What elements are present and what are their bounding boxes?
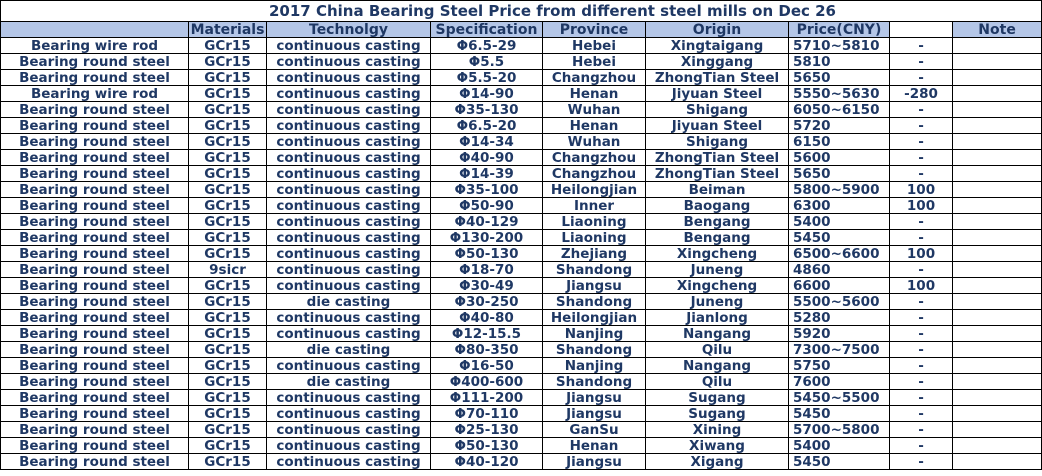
cell-change[interactable]: -	[890, 310, 953, 326]
cell-product[interactable]: Bearing round steel	[1, 102, 189, 118]
cell-note[interactable]	[953, 230, 1042, 246]
cell-note[interactable]	[953, 422, 1042, 438]
cell-product[interactable]: Bearing round steel	[1, 310, 189, 326]
cell-province[interactable]: Shandong	[543, 374, 646, 390]
cell-technology[interactable]: die casting	[267, 294, 431, 310]
cell-origin[interactable]: Jianlong	[646, 310, 789, 326]
cell-origin[interactable]: Nangang	[646, 326, 789, 342]
cell-origin[interactable]: Xingcheng	[646, 278, 789, 294]
table-row	[1, 454, 1042, 470]
cell-note[interactable]	[953, 310, 1042, 326]
cell-change[interactable]: 100	[890, 278, 953, 294]
cell-technology[interactable]: continuous casting	[267, 246, 431, 262]
cell-price[interactable]: 5810	[789, 54, 890, 70]
cell-material[interactable]: GCr15	[189, 38, 267, 54]
cell-note[interactable]	[953, 406, 1042, 422]
cell-origin[interactable]: Sugang	[646, 406, 789, 422]
cell-province[interactable]: Wuhan	[543, 134, 646, 150]
cell-material[interactable]: GCr15	[189, 214, 267, 230]
cell-province[interactable]: Changzhou	[543, 70, 646, 86]
cell-product[interactable]: Bearing round steel	[1, 390, 189, 406]
cell-technology[interactable]: continuous casting	[267, 86, 431, 102]
cell-product[interactable]: Bearing round steel	[1, 374, 189, 390]
cell-material[interactable]: GCr15	[189, 422, 267, 438]
cell-product[interactable]: Bearing round steel	[1, 166, 189, 182]
table-row	[1, 102, 1042, 118]
cell-price[interactable]: 5710~5810	[789, 38, 890, 54]
cell-change[interactable]: -	[890, 342, 953, 358]
cell-note[interactable]	[953, 150, 1042, 166]
cell-origin[interactable]: ZhongTian Steel	[646, 166, 789, 182]
cell-origin[interactable]: Shigang	[646, 134, 789, 150]
table-row	[1, 390, 1042, 406]
header-change[interactable]	[890, 22, 953, 38]
cell-material[interactable]: GCr15	[189, 342, 267, 358]
table-row	[1, 54, 1042, 70]
cell-province[interactable]: Hebei	[543, 54, 646, 70]
header-province[interactable]: Province	[543, 22, 646, 38]
cell-province[interactable]: GanSu	[543, 422, 646, 438]
cell-material[interactable]: GCr15	[189, 134, 267, 150]
cell-material[interactable]: GCr15	[189, 70, 267, 86]
cell-price[interactable]: 5280	[789, 310, 890, 326]
cell-specification[interactable]: Φ6.5-20	[431, 118, 543, 134]
cell-province[interactable]: Wuhan	[543, 102, 646, 118]
cell-province[interactable]: Shandong	[543, 262, 646, 278]
table-body	[1, 1, 1042, 470]
cell-change[interactable]: -	[890, 390, 953, 406]
cell-price[interactable]: 5450	[789, 230, 890, 246]
cell-change[interactable]: -	[890, 422, 953, 438]
cell-note[interactable]	[953, 438, 1042, 454]
cell-price[interactable]: 5400	[789, 438, 890, 454]
cell-price[interactable]: 6500~6600	[789, 246, 890, 262]
header-materials[interactable]: Materials	[189, 22, 267, 38]
cell-origin[interactable]: Xigang	[646, 454, 789, 470]
cell-specification[interactable]: Φ130-200	[431, 230, 543, 246]
cell-product[interactable]: Bearing round steel	[1, 150, 189, 166]
cell-origin[interactable]: Xiwang	[646, 438, 789, 454]
cell-product[interactable]: Bearing round steel	[1, 438, 189, 454]
cell-technology[interactable]: continuous casting	[267, 454, 431, 470]
cell-specification[interactable]: Φ30-250	[431, 294, 543, 310]
cell-technology[interactable]: continuous casting	[267, 182, 431, 198]
cell-origin[interactable]: Nangang	[646, 358, 789, 374]
cell-province[interactable]: Liaoning	[543, 214, 646, 230]
cell-price[interactable]: 5800~5900	[789, 182, 890, 198]
cell-product[interactable]: Bearing round steel	[1, 262, 189, 278]
cell-price[interactable]: 5500~5600	[789, 294, 890, 310]
cell-note[interactable]	[953, 374, 1042, 390]
cell-note[interactable]	[953, 166, 1042, 182]
cell-price[interactable]: 5450	[789, 454, 890, 470]
cell-price[interactable]: 4860	[789, 262, 890, 278]
table-row	[1, 374, 1042, 390]
table-row	[1, 342, 1042, 358]
cell-material[interactable]: GCr15	[189, 310, 267, 326]
cell-origin[interactable]: Bengang	[646, 230, 789, 246]
cell-technology[interactable]: continuous casting	[267, 438, 431, 454]
cell-specification[interactable]: Φ14-90	[431, 86, 543, 102]
cell-technology[interactable]: continuous casting	[267, 54, 431, 70]
header-origin[interactable]: Origin	[646, 22, 789, 38]
table-row	[1, 86, 1042, 102]
header-note[interactable]: Note	[953, 22, 1042, 38]
cell-technology[interactable]: continuous casting	[267, 198, 431, 214]
cell-specification[interactable]: Φ400-600	[431, 374, 543, 390]
cell-province[interactable]: Changzhou	[543, 166, 646, 182]
cell-province[interactable]: Liaoning	[543, 230, 646, 246]
cell-province[interactable]: Hebei	[543, 38, 646, 54]
cell-price[interactable]: 5650	[789, 70, 890, 86]
cell-product[interactable]: Bearing round steel	[1, 358, 189, 374]
cell-province[interactable]: Henan	[543, 86, 646, 102]
cell-material[interactable]: GCr15	[189, 230, 267, 246]
cell-product[interactable]: Bearing round steel	[1, 406, 189, 422]
cell-specification[interactable]: Φ12-15.5	[431, 326, 543, 342]
cell-origin[interactable]: Shigang	[646, 102, 789, 118]
cell-change[interactable]: -	[890, 214, 953, 230]
cell-technology[interactable]: continuous casting	[267, 262, 431, 278]
cell-technology[interactable]: continuous casting	[267, 278, 431, 294]
table-title[interactable]: 2017 China Bearing Steel Price from different steel mills on Dec 26	[1, 1, 1042, 22]
cell-change[interactable]: -	[890, 150, 953, 166]
cell-note[interactable]	[953, 294, 1042, 310]
cell-origin[interactable]: Bengang	[646, 214, 789, 230]
cell-note[interactable]	[953, 278, 1042, 294]
cell-province[interactable]: Henan	[543, 118, 646, 134]
cell-change[interactable]: -	[890, 38, 953, 54]
cell-material[interactable]: GCr15	[189, 150, 267, 166]
cell-note[interactable]	[953, 38, 1042, 54]
cell-material[interactable]: GCr15	[189, 454, 267, 470]
cell-material[interactable]: GCr15	[189, 166, 267, 182]
cell-technology[interactable]: continuous casting	[267, 166, 431, 182]
cell-material[interactable]: GCr15	[189, 278, 267, 294]
cell-specification[interactable]: Φ14-39	[431, 166, 543, 182]
cell-specification[interactable]: Φ40-90	[431, 150, 543, 166]
cell-product[interactable]: Bearing wire rod	[1, 86, 189, 102]
table-row	[1, 422, 1042, 438]
cell-price[interactable]: 5920	[789, 326, 890, 342]
table-row	[1, 326, 1042, 342]
cell-change[interactable]: 100	[890, 246, 953, 262]
cell-change[interactable]: -	[890, 262, 953, 278]
cell-price[interactable]: 6150	[789, 134, 890, 150]
cell-change[interactable]: -	[890, 102, 953, 118]
cell-note[interactable]	[953, 326, 1042, 342]
table-row	[1, 198, 1042, 214]
cell-change[interactable]: -	[890, 438, 953, 454]
cell-change[interactable]: -	[890, 230, 953, 246]
cell-origin[interactable]: Qilu	[646, 342, 789, 358]
cell-specification[interactable]: Φ70-110	[431, 406, 543, 422]
table-row	[1, 38, 1042, 54]
cell-product[interactable]: Bearing round steel	[1, 134, 189, 150]
cell-technology[interactable]: die casting	[267, 374, 431, 390]
cell-product[interactable]: Bearing round steel	[1, 278, 189, 294]
cell-note[interactable]	[953, 54, 1042, 70]
cell-material[interactable]: GCr15	[189, 198, 267, 214]
cell-change[interactable]: 100	[890, 182, 953, 198]
cell-note[interactable]	[953, 182, 1042, 198]
table-row	[1, 294, 1042, 310]
cell-price[interactable]: 5700~5800	[789, 422, 890, 438]
cell-province[interactable]: Heilongjian	[543, 310, 646, 326]
cell-note[interactable]	[953, 342, 1042, 358]
cell-change[interactable]: -280	[890, 86, 953, 102]
cell-technology[interactable]: continuous casting	[267, 214, 431, 230]
cell-material[interactable]: GCr15	[189, 182, 267, 198]
cell-province[interactable]: Nanjing	[543, 358, 646, 374]
cell-change[interactable]: 100	[890, 198, 953, 214]
cell-origin[interactable]: Beiman	[646, 182, 789, 198]
cell-change[interactable]: -	[890, 54, 953, 70]
cell-province[interactable]: Shandong	[543, 294, 646, 310]
cell-specification[interactable]: Φ35-100	[431, 182, 543, 198]
cell-change[interactable]: -	[890, 70, 953, 86]
cell-product[interactable]: Bearing round steel	[1, 230, 189, 246]
cell-product[interactable]: Bearing round steel	[1, 294, 189, 310]
cell-specification[interactable]: Φ6.5-29	[431, 38, 543, 54]
cell-province[interactable]: Nanjing	[543, 326, 646, 342]
cell-material[interactable]: 9sicr	[189, 262, 267, 278]
cell-note[interactable]	[953, 454, 1042, 470]
cell-note[interactable]	[953, 246, 1042, 262]
cell-note[interactable]	[953, 198, 1042, 214]
cell-price[interactable]: 5650	[789, 166, 890, 182]
cell-origin[interactable]: Xingtaigang	[646, 38, 789, 54]
cell-specification[interactable]: Φ111-200	[431, 390, 543, 406]
table-row	[1, 262, 1042, 278]
cell-specification[interactable]: Φ50-90	[431, 198, 543, 214]
cell-specification[interactable]: Φ50-130	[431, 438, 543, 454]
cell-province[interactable]: Henan	[543, 438, 646, 454]
cell-specification[interactable]: Φ25-130	[431, 422, 543, 438]
header-row	[1, 22, 1042, 38]
cell-technology[interactable]: continuous casting	[267, 230, 431, 246]
cell-price[interactable]: 5720	[789, 118, 890, 134]
cell-specification[interactable]: Φ16-50	[431, 358, 543, 374]
cell-change[interactable]: -	[890, 134, 953, 150]
cell-origin[interactable]: Xining	[646, 422, 789, 438]
cell-material[interactable]: GCr15	[189, 246, 267, 262]
cell-price[interactable]: 5600	[789, 150, 890, 166]
title-row	[1, 1, 1042, 22]
cell-origin[interactable]: Xinggang	[646, 54, 789, 70]
cell-change[interactable]: -	[890, 374, 953, 390]
cell-technology[interactable]: continuous casting	[267, 358, 431, 374]
table-row	[1, 358, 1042, 374]
table-row	[1, 150, 1042, 166]
cell-note[interactable]	[953, 86, 1042, 102]
cell-material[interactable]: GCr15	[189, 54, 267, 70]
cell-technology[interactable]: continuous casting	[267, 326, 431, 342]
cell-note[interactable]	[953, 214, 1042, 230]
cell-material[interactable]: GCr15	[189, 358, 267, 374]
cell-product[interactable]: Bearing round steel	[1, 326, 189, 342]
cell-change[interactable]: -	[890, 454, 953, 470]
cell-technology[interactable]: continuous casting	[267, 390, 431, 406]
cell-price[interactable]: 5450~5500	[789, 390, 890, 406]
cell-change[interactable]: -	[890, 118, 953, 134]
cell-material[interactable]: GCr15	[189, 438, 267, 454]
cell-price[interactable]: 5450	[789, 406, 890, 422]
cell-specification[interactable]: Φ5.5-20	[431, 70, 543, 86]
cell-specification[interactable]: Φ80-350	[431, 342, 543, 358]
cell-material[interactable]: GCr15	[189, 86, 267, 102]
cell-product[interactable]: Bearing round steel	[1, 198, 189, 214]
cell-material[interactable]: GCr15	[189, 374, 267, 390]
cell-origin[interactable]: Baogang	[646, 198, 789, 214]
cell-province[interactable]: Changzhou	[543, 150, 646, 166]
cell-price[interactable]: 5400	[789, 214, 890, 230]
cell-price[interactable]: 6050~6150	[789, 102, 890, 118]
cell-origin[interactable]: Juneng	[646, 294, 789, 310]
cell-origin[interactable]: Jiyuan Steel	[646, 118, 789, 134]
cell-product[interactable]: Bearing round steel	[1, 454, 189, 470]
cell-product[interactable]: Bearing round steel	[1, 54, 189, 70]
cell-specification[interactable]: Φ40-80	[431, 310, 543, 326]
cell-product[interactable]: Bearing round steel	[1, 70, 189, 86]
table-row	[1, 438, 1042, 454]
table-row	[1, 278, 1042, 294]
cell-origin[interactable]: ZhongTian Steel	[646, 70, 789, 86]
cell-technology[interactable]: continuous casting	[267, 310, 431, 326]
cell-price[interactable]: 7300~7500	[789, 342, 890, 358]
cell-note[interactable]	[953, 134, 1042, 150]
cell-origin[interactable]: Sugang	[646, 390, 789, 406]
cell-note[interactable]	[953, 102, 1042, 118]
cell-specification[interactable]: Φ35-130	[431, 102, 543, 118]
cell-province[interactable]: Jiangsu	[543, 390, 646, 406]
cell-product[interactable]: Bearing round steel	[1, 214, 189, 230]
cell-technology[interactable]: continuous casting	[267, 406, 431, 422]
table-row	[1, 214, 1042, 230]
cell-price[interactable]: 6600	[789, 278, 890, 294]
cell-note[interactable]	[953, 390, 1042, 406]
cell-change[interactable]: -	[890, 294, 953, 310]
cell-material[interactable]: GCr15	[189, 118, 267, 134]
table-row	[1, 182, 1042, 198]
cell-technology[interactable]: continuous casting	[267, 102, 431, 118]
table-row	[1, 118, 1042, 134]
cell-product[interactable]: Bearing round steel	[1, 118, 189, 134]
cell-technology[interactable]: continuous casting	[267, 134, 431, 150]
cell-specification[interactable]: Φ40-120	[431, 454, 543, 470]
cell-technology[interactable]: die casting	[267, 342, 431, 358]
cell-change[interactable]: -	[890, 406, 953, 422]
cell-product[interactable]: Bearing round steel	[1, 342, 189, 358]
cell-price[interactable]: 6300	[789, 198, 890, 214]
cell-product[interactable]: Bearing round steel	[1, 422, 189, 438]
header-technology[interactable]: Technolgy	[267, 22, 431, 38]
cell-technology[interactable]: continuous casting	[267, 38, 431, 54]
cell-origin[interactable]: ZhongTian Steel	[646, 150, 789, 166]
header-specification[interactable]: Specification	[431, 22, 543, 38]
cell-technology[interactable]: continuous casting	[267, 422, 431, 438]
cell-province[interactable]: Jiangsu	[543, 406, 646, 422]
cell-province[interactable]: Jiangsu	[543, 454, 646, 470]
cell-note[interactable]	[953, 70, 1042, 86]
cell-note[interactable]	[953, 118, 1042, 134]
cell-price[interactable]: 5750	[789, 358, 890, 374]
cell-material[interactable]: GCr15	[189, 326, 267, 342]
cell-technology[interactable]: continuous casting	[267, 150, 431, 166]
cell-province[interactable]: Shandong	[543, 342, 646, 358]
cell-origin[interactable]: Jiyuan Steel	[646, 86, 789, 102]
cell-province[interactable]: Jiangsu	[543, 278, 646, 294]
cell-specification[interactable]: Φ30-49	[431, 278, 543, 294]
table-row	[1, 246, 1042, 262]
header-price[interactable]: Price(CNY)	[789, 22, 890, 38]
header-product[interactable]	[1, 22, 189, 38]
cell-material[interactable]: GCr15	[189, 102, 267, 118]
cell-change[interactable]: -	[890, 358, 953, 374]
cell-product[interactable]: Bearing round steel	[1, 246, 189, 262]
cell-price[interactable]: 7600	[789, 374, 890, 390]
cell-province[interactable]: Inner	[543, 198, 646, 214]
cell-change[interactable]: -	[890, 166, 953, 182]
cell-specification[interactable]: Φ40-129	[431, 214, 543, 230]
cell-technology[interactable]: continuous casting	[267, 118, 431, 134]
cell-price[interactable]: 5550~5630	[789, 86, 890, 102]
table-row	[1, 70, 1042, 86]
cell-note[interactable]	[953, 262, 1042, 278]
table-row	[1, 230, 1042, 246]
cell-specification[interactable]: Φ18-70	[431, 262, 543, 278]
table-row	[1, 134, 1042, 150]
table-row	[1, 166, 1042, 182]
cell-origin[interactable]: Xingcheng	[646, 246, 789, 262]
cell-technology[interactable]: continuous casting	[267, 70, 431, 86]
table-row	[1, 406, 1042, 422]
cell-material[interactable]: GCr15	[189, 406, 267, 422]
cell-specification[interactable]: Φ50-130	[431, 246, 543, 262]
cell-material[interactable]: GCr15	[189, 390, 267, 406]
cell-origin[interactable]: Juneng	[646, 262, 789, 278]
cell-origin[interactable]: Qilu	[646, 374, 789, 390]
cell-change[interactable]: -	[890, 326, 953, 342]
table-row	[1, 310, 1042, 326]
cell-material[interactable]: GCr15	[189, 294, 267, 310]
cell-note[interactable]	[953, 358, 1042, 374]
cell-product[interactable]: Bearing round steel	[1, 182, 189, 198]
cell-province[interactable]: Heilongjian	[543, 182, 646, 198]
cell-province[interactable]: Zhejiang	[543, 246, 646, 262]
cell-product[interactable]: Bearing wire rod	[1, 38, 189, 54]
cell-specification[interactable]: Φ5.5	[431, 54, 543, 70]
cell-specification[interactable]: Φ14-34	[431, 134, 543, 150]
